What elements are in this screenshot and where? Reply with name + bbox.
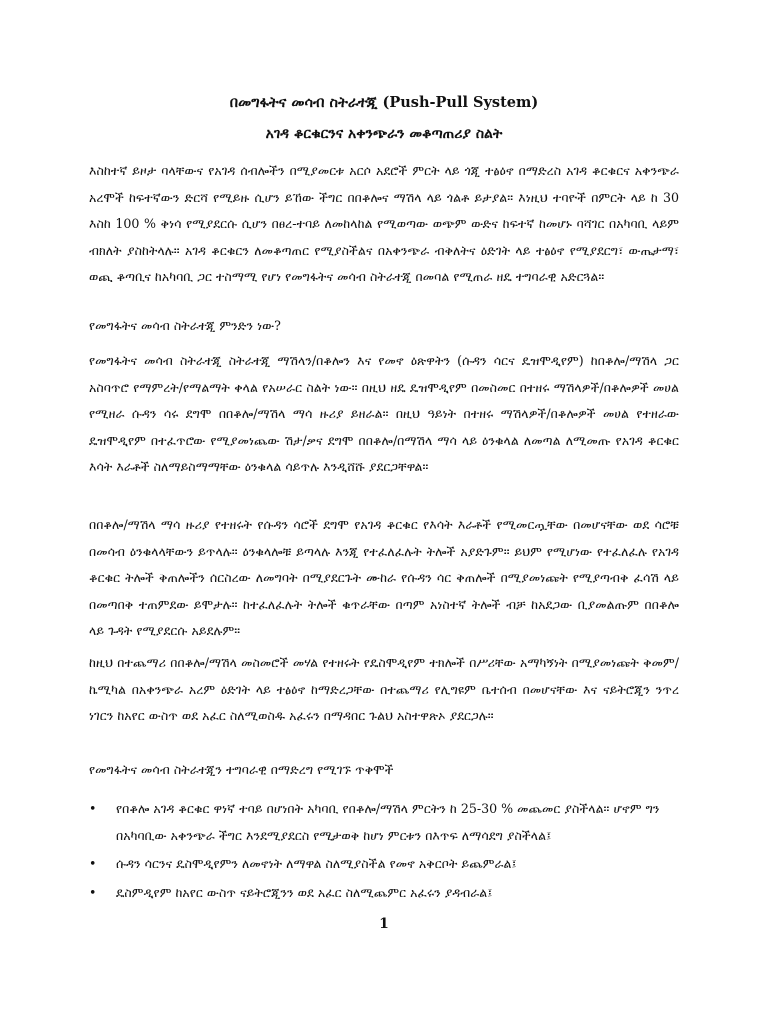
list-item-text: ዴስምዲየም ከአየር ውስጥ ናይትሮጂንን ወደ አፈር ስለሚጨምር አፈሩን ያዳብራል፤: [116, 884, 493, 900]
section-question-what: የመግፋትና መሳብ ስትራተጂ ምንድን ነው?: [89, 318, 281, 333]
paragraph-push-pull-effect: በበቆሎ/ማሽላ ማሳ ዙሪያ የተዘሩት የሱዳን ሳሮች ደግሞ የአገዳ ቆርቁር የእሳት እራቶች የሚመርጧቸው በመሆናቸው ወደ ሳሮቹ በመሳብ ዕንቁላላቸውን ይጥላሉ። ዕንቁላሎቹ ይጣላሉ እንጂ የተፈለፈሉት ትሎች አያድጉም። ይህም የሚሆነው የተፈለፈሉ የአገዳ ቆርቁር ትሎች ቅጠሎችን ሰርስረው ለመግባት በሚያደርጉት ሙከራ የሱዳን ሳር ቅጠሎች በሚያመነጩት የሚያጣብቅ ፈሳሽ ላይ በመጣበቅ ተጠምደው ይሞታሉ። ከተፈለፈሉት ትሎች ቁጥራቸው በጣም አነስተኛ ትሎች ብቻ ከአደጋው ቢያመልጡም በበቆሎ ላይ ጉዳት የሚያደርሱ አይደሉም።: [89, 517, 679, 639]
list-item: [89, 796, 679, 849]
paragraph-desmodium-benefit: ከዚህ በተጨማሪ በበቆሎ/ማሽላ መስመሮች መሃል የተዘሩት የዴስሞዲየም ተክሎች በሥሪቸው አማካኝነት በሚያመነጩት ቅመም/ኬሚካል በአቀንጭራ አረም ዕድገት ላይ ተፅዕኖ ከማድረጋቸው በተጨማሪ የሊግዩም ቤተሰብ በመሆናቸው እና ናይትሮጂን ንጥረ ነገርን ከአየር ውስጥ ወደ አፈር ስለሚወስዱ አፈሩን በማዳበር ጉልህ አስተዋጽኦ ያደርጋሉ።: [89, 655, 679, 724]
bullet-icon: •: [89, 856, 97, 872]
list-item-text: የበቆሎ አገዳ ቆርቁር ዋነኛ ተባይ በሆነበት አካባቢ የበቆሎ/ማሽላ ምርትን ከ 25-30 % መጨመር ያስችላል። ሆኖም ግን በአካባቢው አቀንጭራ ችግር እንደሚያደርስ የሚታወቅ ከሆነ ምርቱን በእጥፍ ለማሳደግ ያስችላል፤: [116, 801, 660, 843]
page-number: 1: [379, 916, 389, 932]
section-heading-benefits: የመግፋትና መሳብ ስትራተጂን ተግባራዊ በማድረግ የሚገኙ ጥቅሞች: [89, 762, 394, 777]
paragraph-intro: እስከተኛ ይዞታ ባላቸውና የአገዳ ሰብሎችን በሚያመርቱ አርሶ አደሮች ምርት ላይ ጎጂ ተፅዕኖ በማድረስ አገዳ ቆርቁርና አቀንጭራ አረሞች ከፍተኛውን ድርሻ የሚይዙ ሲሆን ይኸው ችግር በበቆሎና ማሽላ ላይ ጎልቶ ይታያል። እነዚህ ተባዮች በምርት ላይ ከ 30 እስከ 100 % ቅነሳ የሚያደርሱ ሲሆን በፀረ-ተባይ ለመከላከል የሚወጣው ወጭም ውድና ከፍተኛ ከመሆኑ ባሻገር በአካባቢ ላይም ብክለት ያስከትላሉ። አገዳ ቆርቁርን ለመቆጣጠር የሚያስችልና በአቀንጭራ ብቅለትና ዕድገት ላይ ተፅዕኖ የሚያደርግ፣ ውጤታማ፣ ወጪ ቆጣቢና ከአካባቢ ጋር ተስማሚ የሆነ የመግፋትና መሳብ ስትራተጂ በመባል የሚጠራ ዘዴ ተግባራዊ አድርጓል።: [89, 163, 679, 285]
list-item: [89, 851, 679, 878]
bullet-icon: •: [89, 801, 97, 816]
benefits-list: [89, 796, 679, 908]
list-item: [89, 880, 679, 907]
paragraph-definition: የመግፋትና መሳብ ስትራተጂ ስትራተጂ ማሽላን/በቆሎን እና የመኖ ዕጽዋትን (ሱዳን ሳርና ዴዝሞዲየም) ከበቆሎ/ማሽላ ጋር አስባጥሮ የማምረት/የማልማት ቀላል የአሠራር ስልት ነው። በዚህ ዘዴ ዴዝሞዲየም በመስመር በተዘሩ ማሽላዎች/በቆሎዎች መሀል የሚዘራ ሱዳን ሳሩ ደግሞ በበቆሎ/ማሽላ ማሳ ዙሪያ ይዘራል። በዚህ ዓይነት በተዘሩ ማሽላዎች/በቆሎዎች መሀል የተዘራው ዴዝሞዲየም በተፈጥሮው የሚያመነጨው ሽታ/ቃና ደግሞ በበቆሎ/በማሽላ ማሳ ላይ ዕንቁላል ለመጣል ለሚመጡ የአገዳ ቆርቁር እሳት እራቶች ስለማይስማማቸው ዕንቁላል ሳይጥሉ እንዲሸሹ ያደርጋቸዋል።: [89, 353, 679, 475]
document-subtitle: አገዳ ቆርቁርንና አቀንጭራን መቆጣጠሪያ ስልት: [265, 126, 503, 142]
list-item-text: ሱዳን ሳርንና ዴስሞዲየምን ለመኖነት ለማዋል ስለሚያስችል የመኖ አቅርቦት ይጨምራል፤: [116, 856, 517, 872]
bullet-icon: •: [89, 884, 97, 900]
document-title: በመግፋትና መሳብ ስትራተጂ (Push-Pull System): [229, 94, 539, 111]
